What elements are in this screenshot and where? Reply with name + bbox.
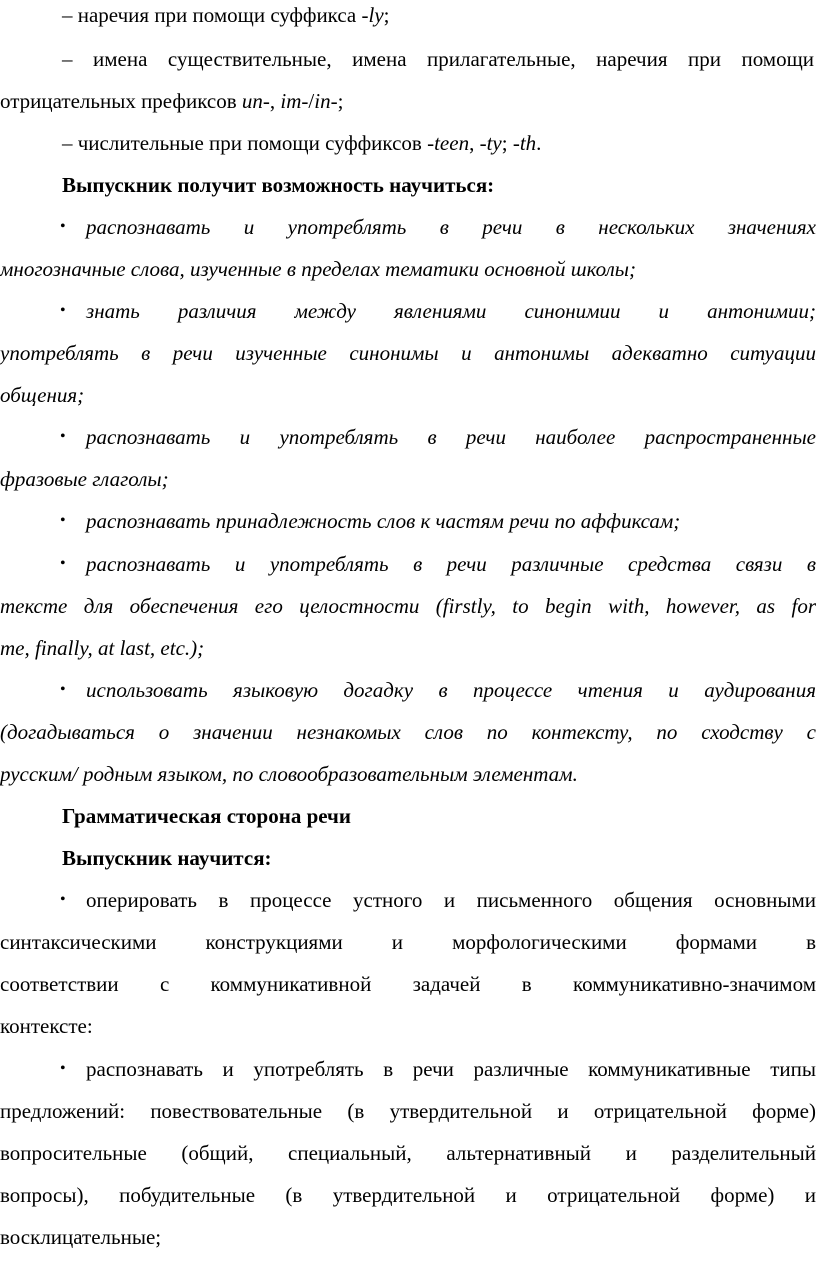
text: употреблять в речи изученные синонимы и антонимы адекватно ситуации xyxy=(0,341,816,365)
text-line xyxy=(0,761,816,787)
list-item xyxy=(86,551,816,577)
text: оперировать в процессе устного и письменного общения основными xyxy=(86,888,816,912)
heading-text: Грамматическая сторона речи xyxy=(62,804,351,828)
text: – имена существительные, имена прилагательные, наречия при помощи xyxy=(62,47,814,71)
text: контексте: xyxy=(0,1014,93,1038)
text-line xyxy=(0,340,816,366)
text: / xyxy=(308,89,315,113)
bullet-icon: • xyxy=(60,891,66,908)
bullet-icon: • xyxy=(60,555,66,572)
text: восклицательные; xyxy=(0,1225,162,1249)
text: предложений: повествовательные (в утвердительной и отрицательной форме) xyxy=(0,1099,816,1123)
text: распознавать и употреблять в речи наиболее распространенные xyxy=(86,425,816,449)
text: вопросительные (общий, специальный, альтернативный и разделительный xyxy=(0,1141,816,1165)
text: отрицательных префиксов xyxy=(0,89,242,113)
list-item xyxy=(86,424,816,450)
text: – числительные при помощи суффиксов xyxy=(62,131,428,155)
text-line xyxy=(0,88,816,114)
text: знать различия между явлениями синонимии и антонимии; xyxy=(86,299,816,323)
text: распознавать и употреблять в речи в нескольких значениях xyxy=(86,215,816,239)
text: – наречия при помощи суффикса xyxy=(62,3,362,27)
list-item xyxy=(86,1056,816,1082)
list-item xyxy=(86,677,816,703)
text: ; xyxy=(501,131,513,155)
text: многозначные слова, изученные в пределах тематики основной школы; xyxy=(0,257,637,281)
text: русским/ родным языком, по словообразовательным элементам. xyxy=(0,762,578,786)
text-line xyxy=(0,1013,816,1039)
list-item-prefixes xyxy=(62,46,814,72)
text: распознавать и употреблять в речи различные средства связи в xyxy=(86,552,816,576)
text-line xyxy=(0,971,816,997)
list-item-numerals xyxy=(62,130,816,156)
text: -ty xyxy=(479,131,502,155)
text: un- xyxy=(241,89,270,113)
bullet-icon: • xyxy=(60,218,66,235)
section-heading xyxy=(62,845,816,871)
heading-text: Выпускник научится: xyxy=(62,846,272,870)
heading-text: Выпускник получит возможность научиться: xyxy=(62,173,495,197)
text: im- xyxy=(280,89,309,113)
bullet-icon: • xyxy=(60,681,66,698)
text: , xyxy=(469,131,480,155)
text: синтаксическими конструкциями и морфологическими формами в xyxy=(0,930,816,954)
text-line xyxy=(0,256,816,282)
text: (догадываться о значении незнакомых слов по контексту, по сходству с xyxy=(0,720,816,744)
text-line xyxy=(0,466,816,492)
text-line xyxy=(0,593,816,619)
text-line xyxy=(0,1224,816,1250)
text: распознавать и употреблять в речи различные коммуникативные типы xyxy=(86,1057,816,1081)
text: ; xyxy=(337,89,344,113)
bullet-icon: • xyxy=(60,428,66,445)
text: использовать языковую догадку в процессе чтения и аудирования xyxy=(86,678,816,702)
text: соответствии с коммуникативной задачей в коммуникативно-значимом xyxy=(0,972,816,996)
list-item xyxy=(86,508,816,534)
text: in- xyxy=(314,89,338,113)
bullet-icon: • xyxy=(60,1060,66,1077)
bullet-icon: • xyxy=(60,302,66,319)
list-item-suffix-ly xyxy=(62,2,816,28)
text: фразовые глаголы; xyxy=(0,467,169,491)
section-heading xyxy=(62,172,816,198)
list-item xyxy=(86,887,816,913)
text: ; xyxy=(383,3,390,27)
text: тексте для обеспечения его целостности (firstly, to begin with, however, as for xyxy=(0,594,816,618)
bullet-icon: • xyxy=(60,512,66,529)
text-line xyxy=(0,635,816,661)
text: me, finally, at last, etc.); xyxy=(0,636,205,660)
text-line xyxy=(0,1140,816,1166)
text: -teen xyxy=(427,131,470,155)
text-line xyxy=(0,929,816,955)
text: , xyxy=(269,89,281,113)
text-line xyxy=(0,1098,816,1124)
text: . xyxy=(536,131,542,155)
section-heading xyxy=(62,803,816,829)
text-line xyxy=(0,719,816,745)
text: -ly xyxy=(361,3,384,27)
text: -th xyxy=(512,131,537,155)
list-item xyxy=(86,298,816,324)
text: общения; xyxy=(0,383,85,407)
text-line xyxy=(0,1182,816,1208)
list-item xyxy=(86,214,816,240)
text-line xyxy=(0,382,816,408)
text: вопросы), побудительные (в утвердительной и отрицательной форме) и xyxy=(0,1183,816,1207)
text: распознавать принадлежность слов к частям речи по аффиксам; xyxy=(86,509,681,533)
